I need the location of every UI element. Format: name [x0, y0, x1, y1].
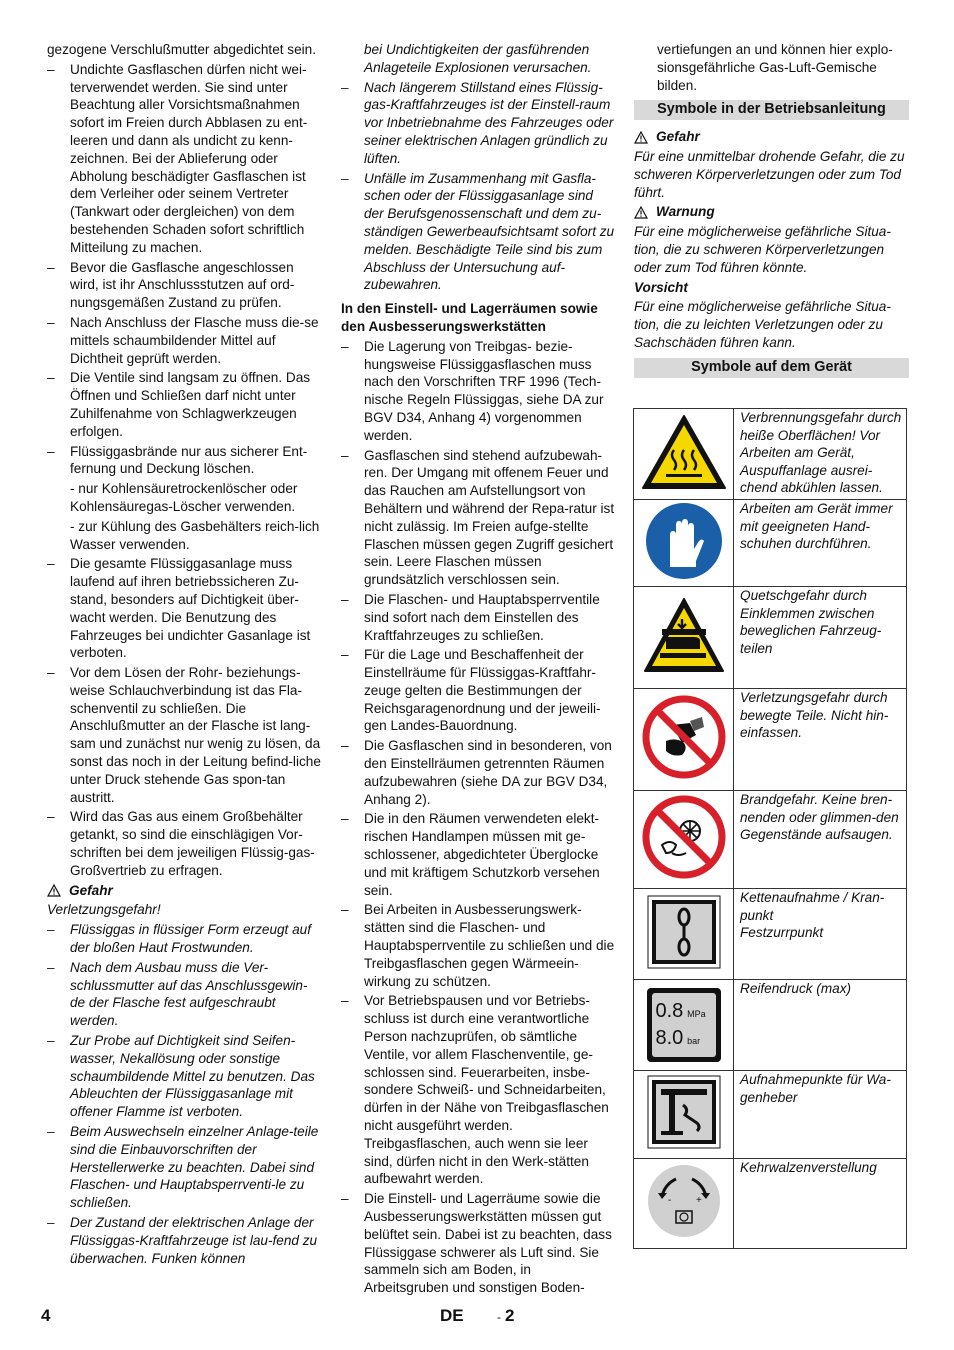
column-2 — [341, 41, 616, 1299]
page-number: 4 — [41, 1306, 51, 1325]
moving-parts-prohibition-icon — [642, 695, 726, 779]
symbol-description: Kehrwalzenverstellung — [734, 1159, 907, 1249]
warnung-text: Für eine möglicherweise gefährliche Situa-tion, die zu schweren Körperverletzungen oder zum Tod führen könnte. — [634, 224, 891, 275]
list-item: – Beim Auswechseln einzelner Anlage-teile sind die Einbauvorschriften der Herstellerwerke zu beachten. Dabei sind Flaschen- und Hauptabsperrventi-le zu schließen. — [47, 1124, 319, 1211]
sweeping-roller-adjust-icon — [646, 1163, 722, 1239]
symbol-description: Kettenaufnahme / Kran-punkt Festzurrpunkt — [734, 889, 907, 980]
crush-hazard-icon — [642, 595, 726, 675]
list-item: – Vor dem Lösen der Rohr- beziehungs-weise Schlauchverbindung ist das Fla-schenventil zu schließen. Die Anschlußmutter an der Flasche ist lang-sam und zunächst nur wenig zu lösen, da sonst das noch in der Leitung befind-liche unter Druck stehende Gas spon-tan austritt. — [47, 665, 321, 805]
list-item: – Zur Probe auf Dichtigkeit sind Seifen-wasser, Nekallösung oder sonstige schaumbildende Mittel zu benutzen. Das Ableuchten der Flüssiggasanlage mit offener Flamme ist verboten. — [47, 1033, 315, 1120]
symbol-description: Quetschgefahr durch Einklemmen zwischen beweglichen Fahrzeug-teilen — [734, 587, 907, 689]
symbol-cell — [634, 889, 734, 980]
warning-triangle-icon — [634, 206, 648, 219]
paragraph: vertiefungen an und können hier explo-sionsgefährliche Gas-Luft-Gemische bilden. — [657, 42, 893, 93]
symbol-cell — [634, 980, 734, 1071]
column-3 — [634, 41, 909, 386]
section-heading: In den Einstell- und Lagerräumen sowie den Ausbesserungswerkstätten — [341, 301, 598, 334]
warning-triangle-icon — [634, 131, 648, 144]
danger-heading: Gefahr — [47, 882, 322, 900]
gefahr-heading: Gefahr — [634, 128, 909, 146]
symbol-cell — [634, 1159, 734, 1249]
section-title-device-symbols: Symbole auf dem Gerät — [634, 358, 909, 378]
section-title-manual-symbols: Symbole in der Betriebsanleitung — [634, 100, 909, 120]
symbol-cell — [634, 1071, 734, 1159]
warning-triangle-icon — [47, 884, 61, 897]
doc-page-number: - 2 — [497, 1306, 515, 1325]
warnung-heading: Warnung — [634, 203, 909, 221]
table-row — [634, 1159, 907, 1249]
list-item: – Flüssiggasbrände nur aus sicherer Ent-fernung und Deckung löschen. - nur Kohlensäuretrockenlöscher oder Kohlensäuregas-Löscher verwenden. - zur Kühlung des Gasbehälters reich-lich Wasser verwenden. — [47, 443, 322, 554]
chain-lifting-point-icon — [647, 895, 721, 969]
jack-point-icon — [647, 1075, 721, 1149]
symbol-description: Brandgefahr. Keine bren-nenden oder glimmen-den Gegenstände aufsaugen. — [734, 791, 907, 889]
list-item: – Die Einstell- und Lagerräume sowie die Ausbesserungswerkstätten müssen gut belüftet sein. Dabei ist zu beachten, dass Flüssiggase schwerer als Luft sind. Sie sammeln sich am Boden, in Arbeitsgruben und sonstigen Boden- — [341, 1191, 612, 1296]
list-item: – Wird das Gas aus einem Großbehälter getankt, so sind die einschlägigen Vor-schriften bei dem jeweiligen Flüssig-gas-Großvertrieb zu erfragen. — [47, 809, 315, 878]
column-1 — [47, 41, 322, 1269]
list-item: – Nach längerem Stillstand eines Flüssig-gas-Kraftfahrzeuges ist der Einstell-raum vor Inbetriebnahme des Fahrzeuges oder seiner elektrischen Anlagen gründlich zu lüften. — [341, 79, 614, 166]
symbol-description: Arbeiten am Gerät immer mit geeigneten Hand-schuhen durchführen. — [734, 500, 907, 587]
list-item: – Undichte Gasflaschen dürfen nicht wei-terverwendet werden. Sie sind unter Beachtung aller Vorsichtsmaßnahmen sofort im Freien durch Abblasen zu ent-leeren und dann als undicht zu kenn-zeichnen. Bei der Ablieferung oder Abholung beschädigter Gasflaschen ist dem Verleiher oder seinem Vertreter (Tankwart oder dergleichen) von dem bestehenden Schaden sofort schriftlich Mitteilung zu machen. — [47, 61, 308, 255]
list-item: – Nach Anschluss der Flasche muss die-se mittels schaumbildender Mittel auf Dichtheit geprüft werden. — [47, 314, 319, 366]
paragraph: bei Undichtigkeiten der gasführenden Anlageteile Explosionen verursachen. — [364, 42, 592, 75]
symbol-description: Reifendruck (max) — [734, 980, 907, 1071]
vorsicht-text: Für eine möglicherweise gefährliche Situa-tion, die zu leichten Verletzungen oder zu Sachschäden führen kann. — [634, 299, 891, 350]
list-item: – Die Flaschen- und Hauptabsperrventile sind sofort nach dem Einstellen des Kraftfahrzeuges zu schließen. — [341, 591, 600, 643]
no-burning-objects-icon — [642, 795, 726, 879]
fire-sub-item: - zur Kühlung des Gasbehälters reich-lich Wasser verwenden. — [70, 518, 320, 552]
tire-pressure-icon: 0.8 MPa 8.0 bar — [647, 988, 721, 1062]
symbol-cell — [634, 409, 734, 500]
list-item: – Der Zustand der elektrischen Anlage der Flüssiggas-Kraftfahrzeuge ist lau-fend zu überwachen. Funken können — [47, 1215, 318, 1266]
list-item: – Die Ventile sind langsam zu öffnen. Das Öffnen und Schließen darf nicht unter Zuhilfenahme von Schlagwerkzeugen erfolgen. — [47, 370, 311, 439]
paragraph: gezogene Verschlußmutter abgedichtet sein. — [47, 42, 317, 57]
symbol-cell — [634, 689, 734, 791]
list-item: – Nach dem Ausbau muss die Ver-schlussmutter auf das Anschlussgewin-de der Flasche fest aufgeschraubt werden. — [47, 959, 308, 1029]
fire-sub-item: - nur Kohlensäuretrockenlöscher oder Kohlensäuregas-Löscher verwenden. — [70, 481, 298, 514]
device-symbols-table — [633, 408, 907, 1249]
table-row — [634, 889, 907, 980]
table-row — [634, 587, 907, 689]
symbol-cell — [634, 500, 734, 587]
list-item: – Gasflaschen sind stehend aufzubewah-ren. Der Umgang mit offenem Feuer und das Rauchen am Aufstellungsort von Behältern und während der Repa-ratur ist nicht zulässig. Im Freien aufge-stellte Flaschen müssen gegen Zugriff gesichert sein. Leere Flaschen müssen grundsätzlich verschlossen sein. — [341, 447, 615, 588]
list-item: – Flüssiggas in flüssiger Form erzeugt auf der bloßen Haut Frostwunden. — [47, 922, 312, 956]
table-row — [634, 689, 907, 791]
symbol-description: Verbrennungsgefahr durch heiße Oberflächen! Vor Arbeiten am Gerät, Auspuffanlage ausrei-chend abkühlen lassen. — [734, 409, 907, 500]
table-row — [634, 980, 907, 1071]
gefahr-text: Für eine unmittelbar drohende Gefahr, die zu schweren Körperverletzungen oder zum Tod führt. — [634, 148, 905, 200]
danger-intro: Verletzungsgefahr! — [47, 902, 161, 918]
list-item: – Für die Lage und Beschaffenheit der Einstellräume für Flüssiggas-Kraftfahr-zeuge gelten die Bestimmungen der Reichsgaragenordnung und der jeweili-gen Landes-Bauordnung. — [341, 647, 601, 734]
list-item: – Unfälle im Zusammenhang mit Gasfla-schen oder der Flüssiggasanlage sind der Berufsgenossenschaft und dem zu-ständigen Gewerbeaufsichtsamt sofort zu melden. Beschädigte Teile sind bis zum Abschluss der Untersuchung auf-zubewahren. — [341, 170, 615, 293]
table-row — [634, 409, 907, 500]
svg-text:-: - — [667, 1195, 671, 1207]
table-row — [634, 1071, 907, 1159]
list-item: – Die gesamte Flüssiggasanlage muss laufend auf ihren betriebssicheren Zu-stand, besonders auf Dichtigkeit über-wacht werden. Die Benutzung des Fahrzeuges bei undichter Gasanlage ist verboten. — [47, 556, 311, 661]
list-item: – Die in den Räumen verwendeten elekt-rischen Handlampen müssen mit ge-schlossener, abgedichteter Überglocke und mit kräftigem Schutzkorb versehen sein. — [341, 811, 600, 898]
symbol-description: Aufnahmepunkte für Wa-genheber — [734, 1071, 907, 1159]
svg-text:+: + — [695, 1195, 702, 1207]
table-row — [634, 500, 907, 587]
list-item: – Bevor die Gasflasche angeschlossen wird, ist ihr Anschlussstutzen auf ord-nungsgemäßen Zustand zu prüfen. — [47, 259, 295, 311]
protective-gloves-icon — [644, 501, 724, 581]
list-item: – Vor Betriebspausen und vor Betriebs-schluss ist durch eine verantwortliche Person nachzuprüfen, ob sämtliche Ventile, vor allem Flaschenventile, ge-schlossen sind. Feuerarbeiten, insbe-sondere Schweiß- und Schneidarbeiten, dürfen in der Nähe von Treibgasflaschen nicht ausgeführt werden. Treibgasflaschen, auch wenn sie leer sind, dürfen nicht in den Werk-stätten aufbewahrt werden. — [341, 993, 609, 1187]
list-item: – Die Gasflaschen sind in besonderen, von den Einstellräumen getrennten Räumen aufzubewahren (siehe DA zur BGV D34, Anhang 2). — [341, 738, 612, 807]
list-item: – Die Lagerung von Treibgas- bezie-hungsweise Flüssiggasflaschen muss nach den Vorschriften TRF 1996 (Tech-nische Regeln Flüssiggas, siehe DA zur BGV D34, Anhang 4) vorgenommen werden. — [341, 338, 604, 443]
hot-surface-warning-icon — [640, 412, 728, 492]
language-code: DE — [440, 1306, 464, 1325]
symbol-cell — [634, 587, 734, 689]
symbol-description: Verletzungsgefahr durch bewegte Teile. Nicht hin-einfassen. — [734, 689, 907, 791]
table-row — [634, 791, 907, 889]
vorsicht-heading: Vorsicht — [634, 279, 688, 295]
symbol-cell — [634, 791, 734, 889]
list-item: – Bei Arbeiten in Ausbesserungswerk-stätten sind die Flaschen- und Hauptabsperrventile zu schließen und die Treibgasflaschen gegen Wärmeein-wirkung zu schützen. — [341, 902, 615, 989]
